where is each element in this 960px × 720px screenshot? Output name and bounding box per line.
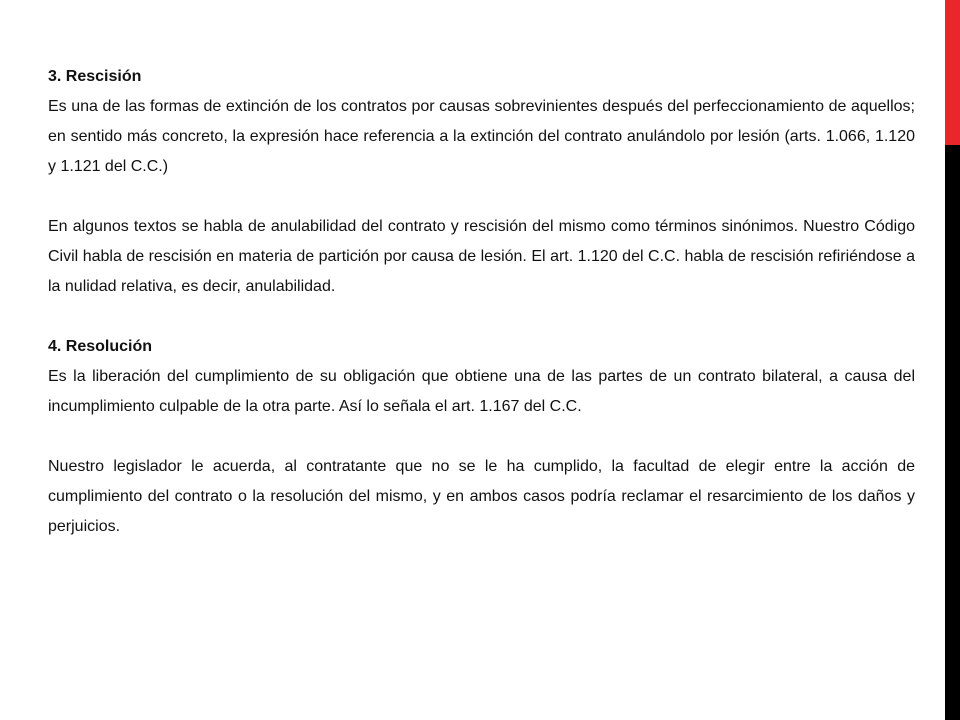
spacer (48, 182, 915, 212)
section-heading-resolucion: 4. Resolución (48, 338, 153, 355)
side-accent-black (945, 145, 960, 720)
side-accent-bar (945, 0, 960, 720)
spacer (48, 302, 915, 332)
spacer (48, 422, 915, 452)
slide-body (48, 62, 915, 542)
paragraph-resolucion-definition: Es la liberación del cumplimiento de su obligación que obtiene una de las partes de un contrato bilateral, a causa del incumplimiento culpable de la otra parte. Así lo señala el art. 1.167 del C.C. (48, 368, 915, 415)
side-accent-red (945, 0, 960, 145)
paragraph-rescision-definition: Es una de las formas de extinción de los contratos por causas sobrevinientes después del perfeccionamiento de aquellos; en sentido más concreto, la expresión hace referencia a la extinción del contrato anulándolo por lesión (arts. 1.066, 1.120 y 1.121 del C.C.) (48, 98, 915, 175)
paragraph-resolucion-legislador: Nuestro legislador le acuerda, al contratante que no se le ha cumplido, la facultad de elegir entre la acción de cumplimiento del contrato o la resolución del mismo, y en ambos casos podría reclamar el resarcimiento de los daños y perjuicios. (48, 458, 915, 535)
section-heading-rescision: 3. Rescisión (48, 68, 142, 85)
paragraph-rescision-synonyms: En algunos textos se habla de anulabilidad del contrato y rescisión del mismo como términos sinónimos. Nuestro Código Civil habla de rescisión en materia de partición por causa de lesión. El art. 1.120 del C.C. habla de rescisión refiriéndose a la nulidad relativa, es decir, anulabilidad. (48, 218, 915, 295)
